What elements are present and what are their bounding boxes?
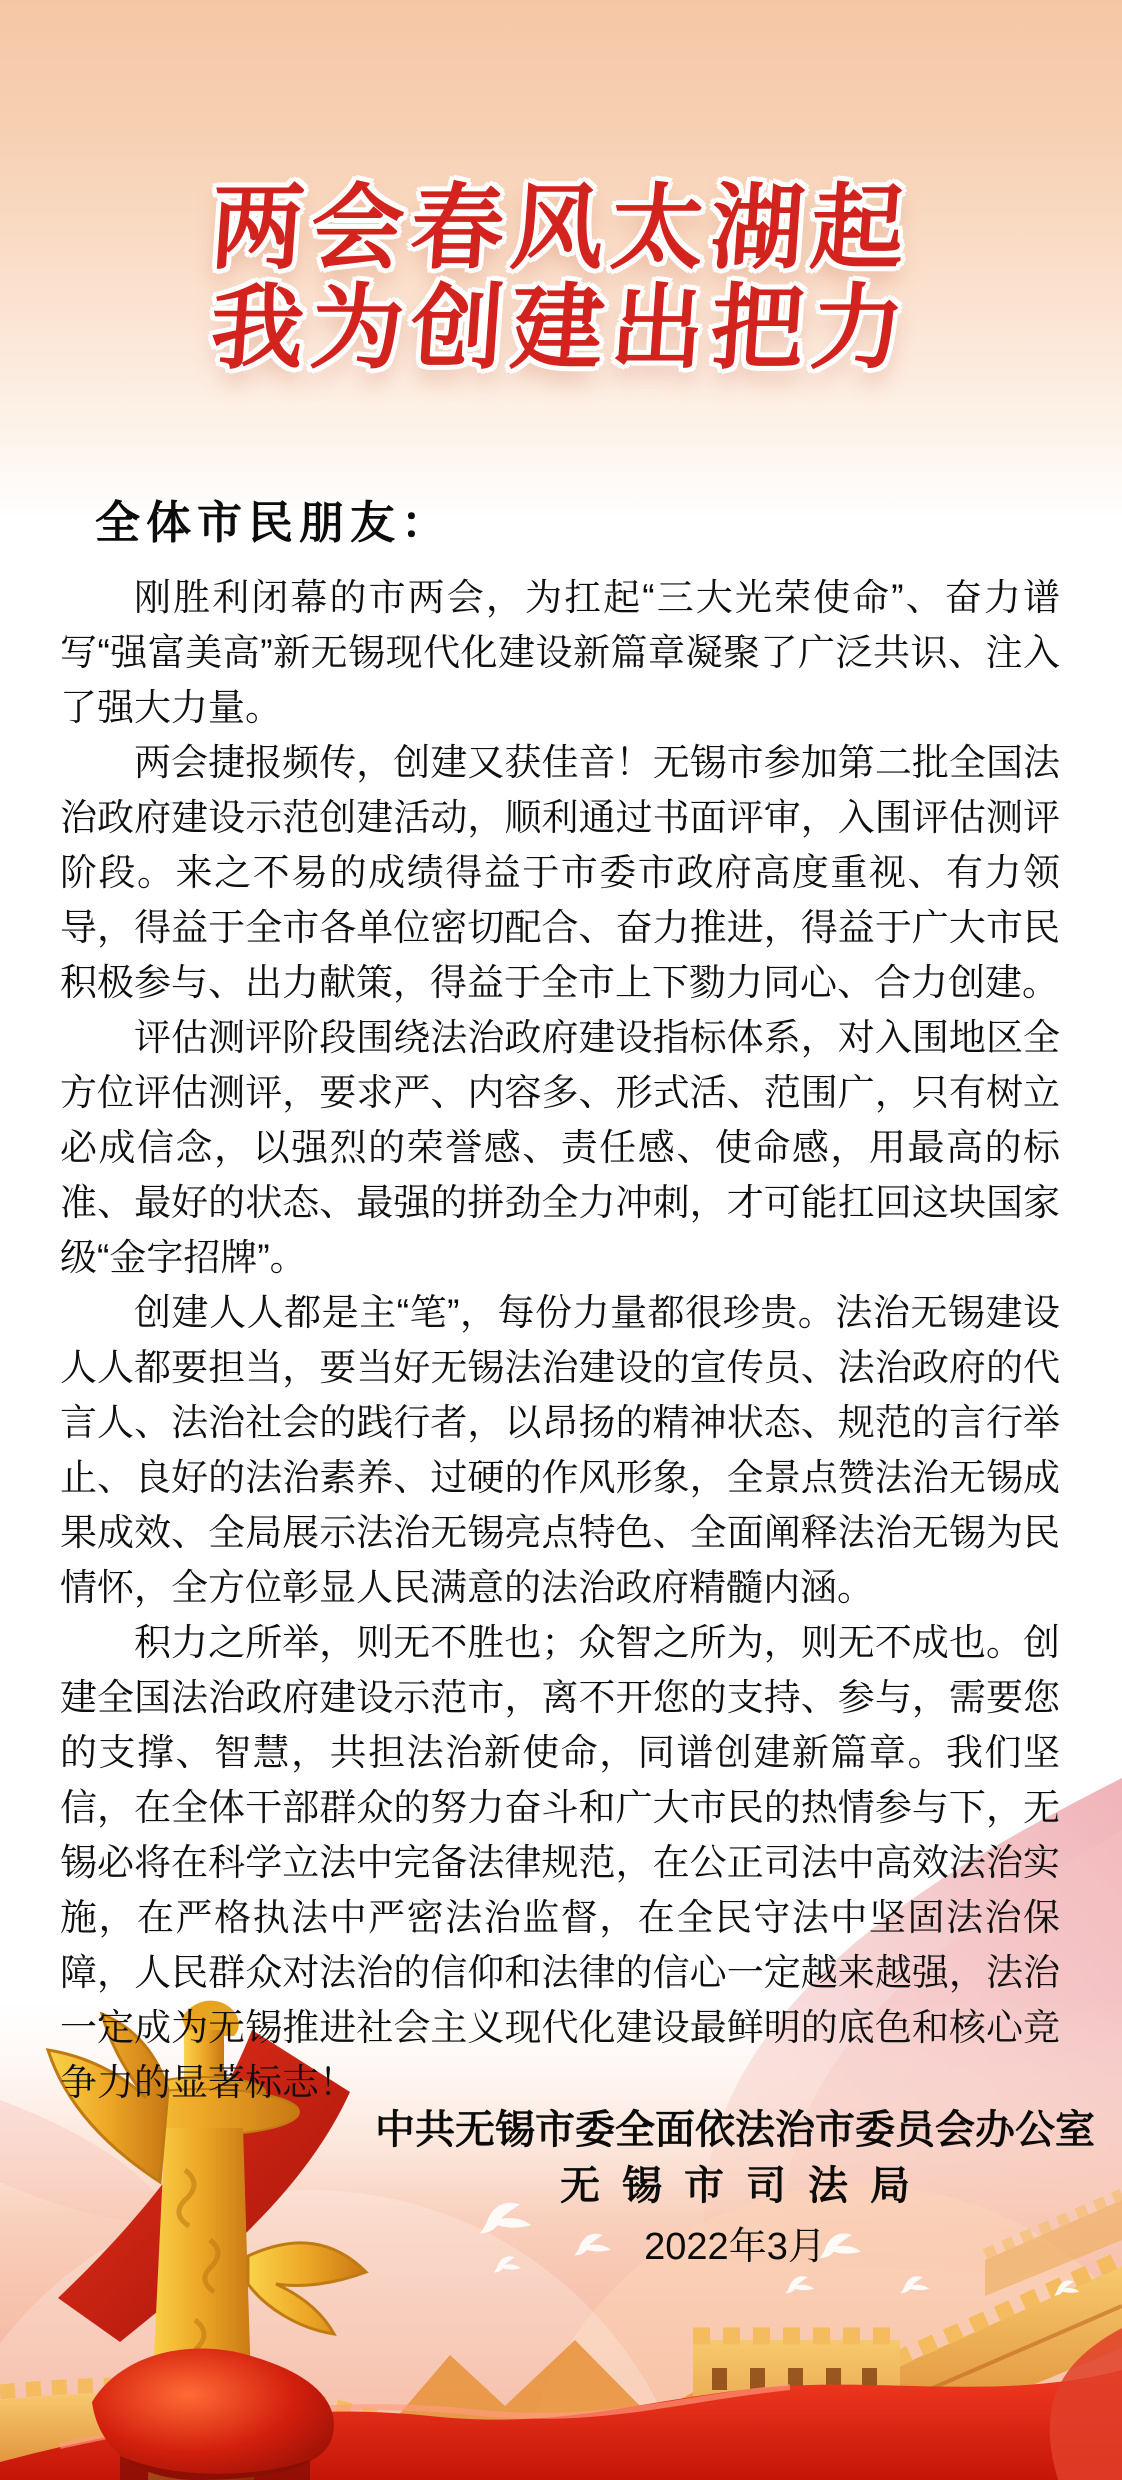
paragraph-1: 刚胜利闭幕的市两会，为扛起“三大光荣使命”、奋力谱写“强富美高”新无锡现代化建设新篇章凝聚了广泛共识、注入了强大力量。 [60, 577, 1060, 728]
paragraph-3: 评估测评阶段围绕法治政府建设指标体系，对入围地区全方位评估测评，要求严、内容多、形式活、范围广，只有树立必成信念，以强烈的荣誉感、责任感、使命感，用最高的标准、最好的状态、最强的拼劲全力冲刺，才可能扛回这块国家级“金字招牌”。 [60, 1017, 1060, 1278]
title-line-1: 两会春风太湖起 [207, 174, 915, 282]
signature-date: 2022年3月 [644, 2226, 826, 2268]
title-line-2: 我为创建出把力 [207, 274, 915, 382]
signature-office: 中共无锡市委全面依法治市委员会办公室 [375, 2108, 1095, 2152]
signature-bureau: 无锡市司法局 [560, 2164, 932, 2208]
poster-title [0, 174, 1122, 382]
letter-body [60, 570, 1060, 2110]
salutation: 全体市民朋友： [95, 496, 453, 549]
paragraph-2: 两会捷报频传，创建又获佳音！无锡市参加第二批全国法治政府建设示范创建活动，顺利通过书面评审，入围评估测评阶段。来之不易的成绩得益于市委市政府高度重视、有力领导，得益于全市各单位密切配合、奋力推进，得益于广大市民积极参与、出力献策，得益于全市上下勠力同心、合力创建。 [60, 742, 1060, 1003]
paragraph-5: 积力之所举，则无不胜也；众智之所为，则无不成也。创建全国法治政府建设示范市，离不开您的支持、参与，需要您的支撑、智慧，共担法治新使命，同谱创建新篇章。我们坚信，在全体干部群众的努力奋斗和广大市民的热情参与下，无锡必将在科学立法中完备法律规范，在公正司法中高效法治实施，在严格执法中严密法治监督，在全民守法中坚固法治保障，人民群众对法治的信仰和法律的信心一定越来越强，法治一定成为无锡推进社会主义现代化建设最鲜明的底色和核心竞争力的显著标志！ [60, 1622, 1060, 2103]
paragraph-4: 创建人人都是主“笔”，每份力量都很珍贵。法治无锡建设人人都要担当，要当好无锡法治建设的宣传员、法治政府的代言人、法治社会的践行者，以昂扬的精神状态、规范的言行举止、良好的法治素养、过硬的作风形象，全景点赞法治无锡成果成效、全局展示法治无锡亮点特色、全面阐释法治无锡为民情怀，全方位彰显人民满意的法治政府精髓内涵。 [60, 1292, 1060, 1608]
signature-block [345, 2104, 1122, 2272]
